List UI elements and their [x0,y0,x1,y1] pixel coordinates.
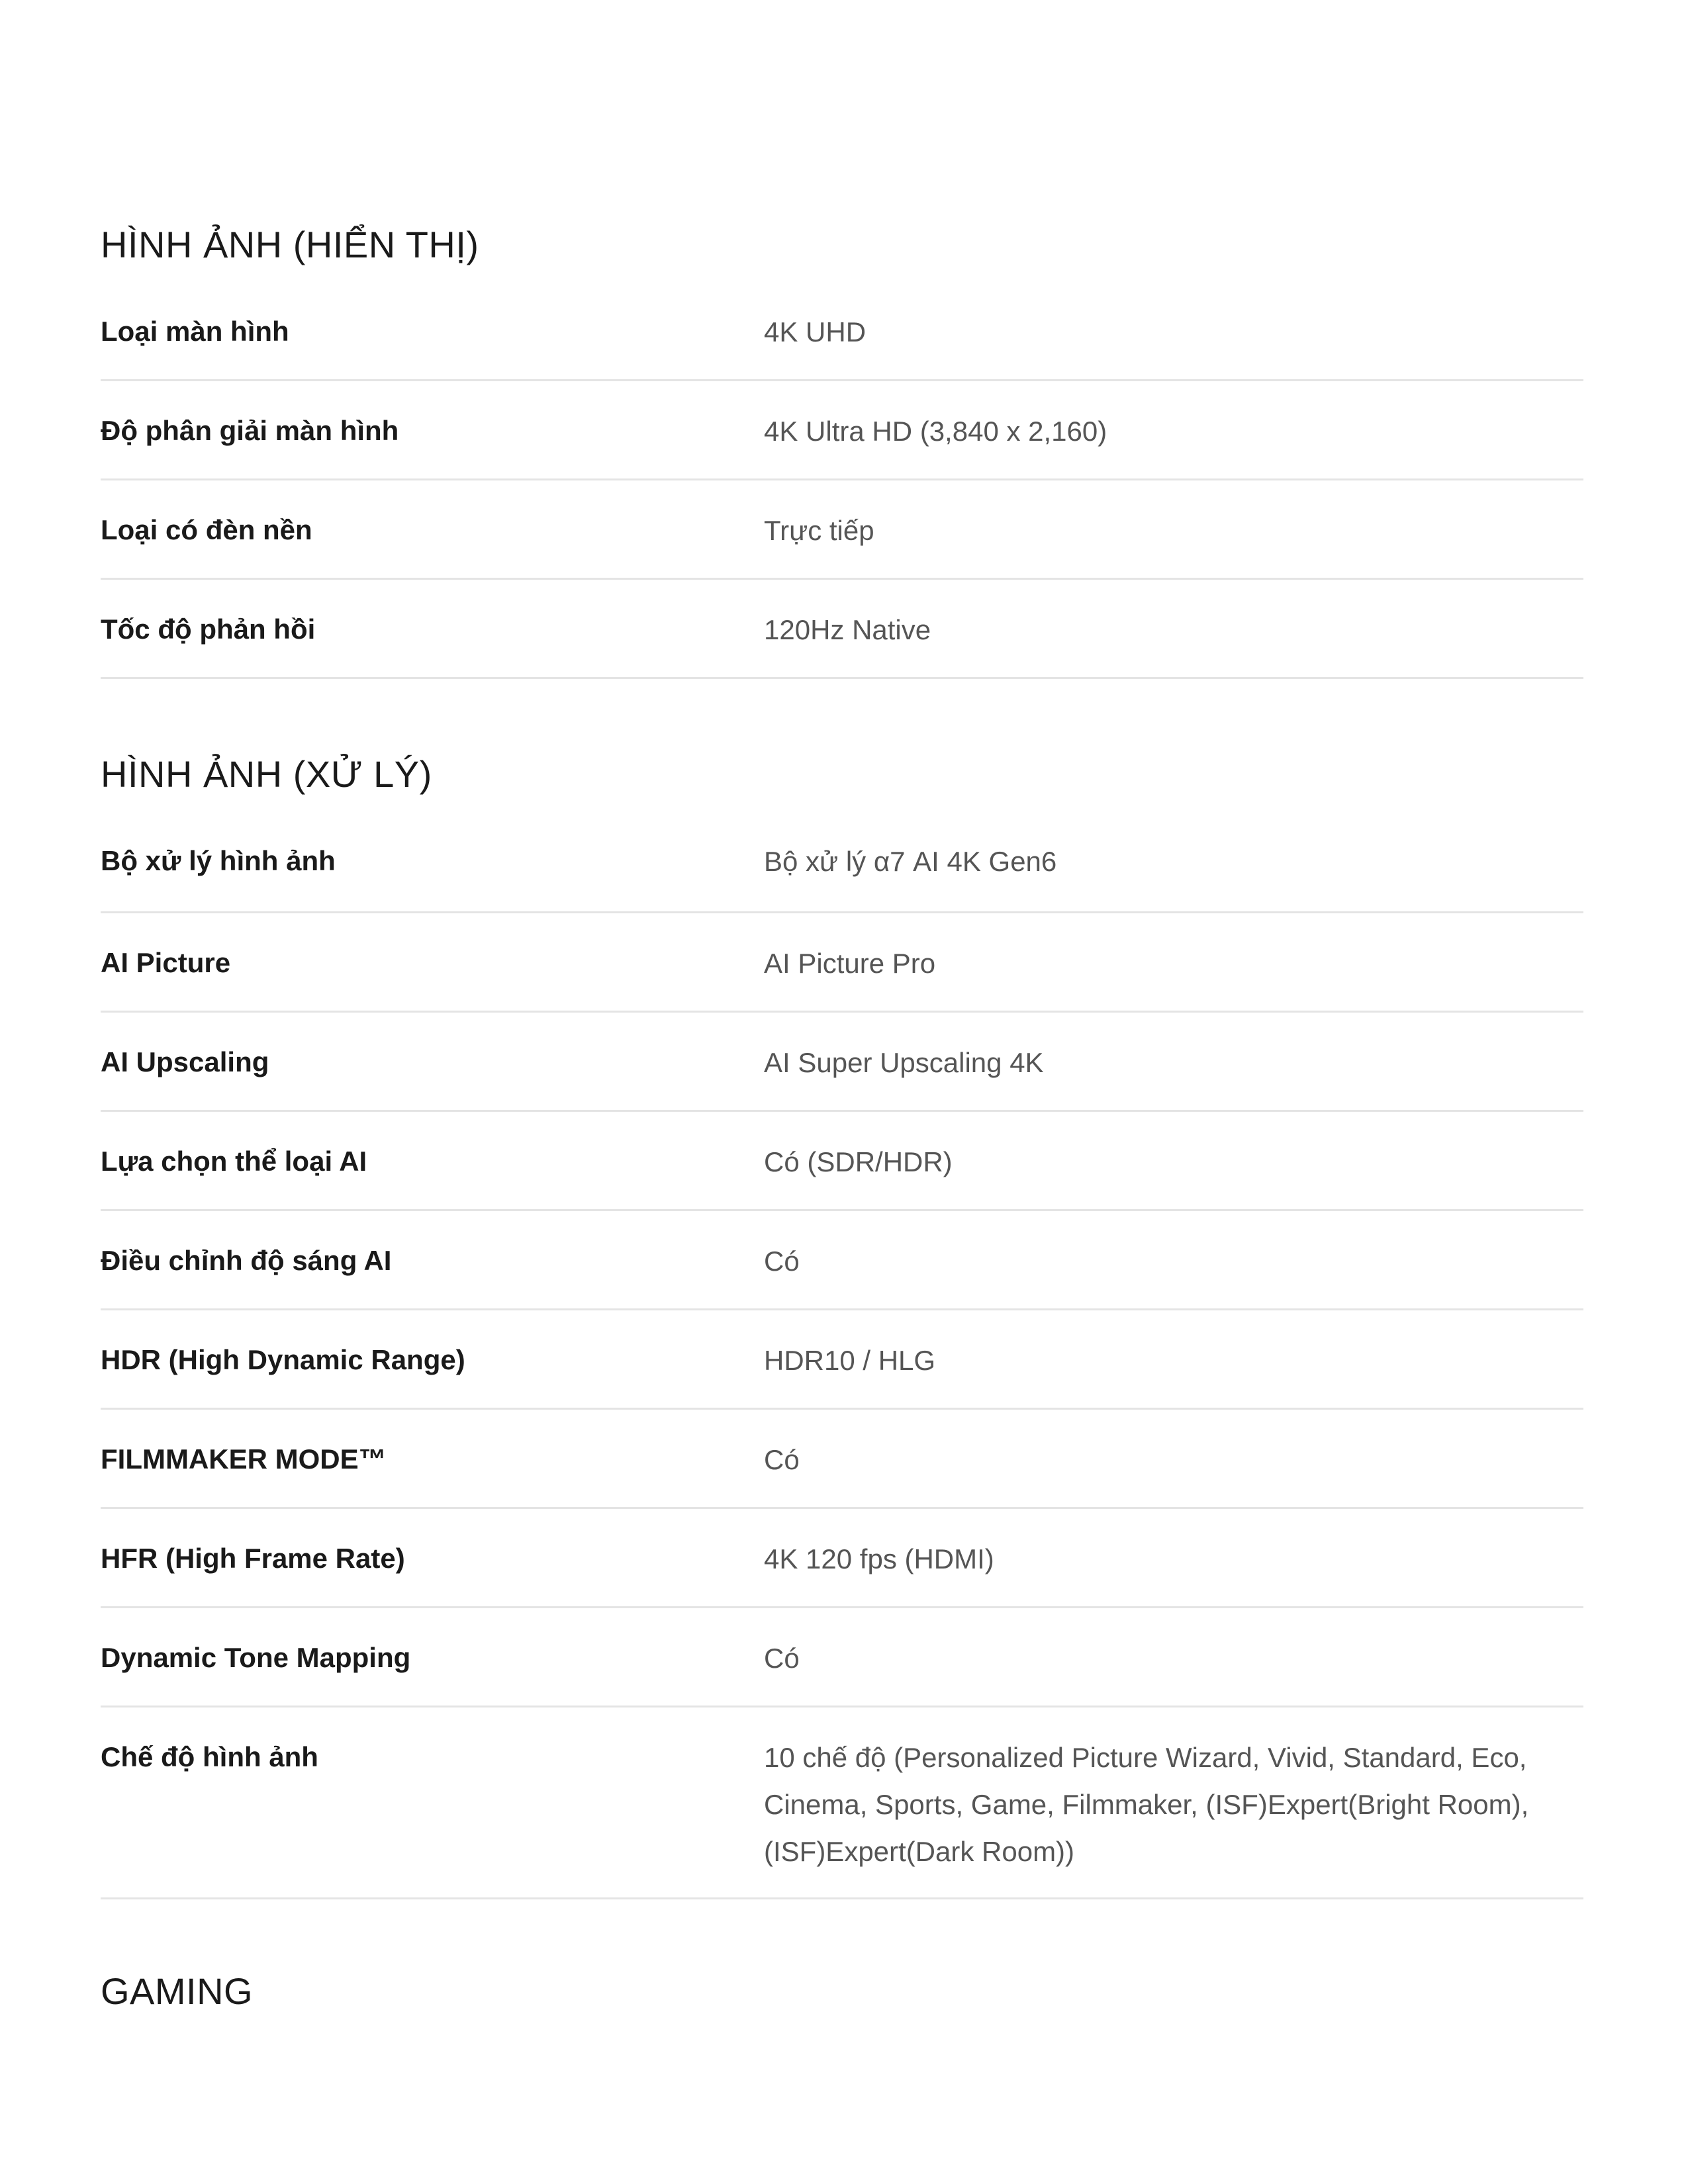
spec-value: 10 chế độ (Personalized Picture Wizard, Vivid, Standard, Eco, Cinema, Sports, Game, Filmmaker, (ISF)Expert(Bright Room), (ISF)Expert(Dark Room)) [764,1742,1529,1867]
spec-label: Độ phân giải màn hình [101,415,399,446]
spec-label: HDR (High Dynamic Range) [101,1344,465,1375]
spec-value: 4K UHD [764,316,867,347]
spec-value: AI Super Upscaling 4K [764,1047,1044,1078]
spec-value: 4K Ultra HD (3,840 x 2,160) [764,416,1107,447]
spec-row [101,480,1583,580]
spec-value: Trực tiếp [764,515,874,546]
spec-row [101,913,1583,1013]
spec-value: 4K 120 fps (HDMI) [764,1543,994,1574]
spec-value: Có [764,1643,800,1674]
spec-row [101,1707,1583,1899]
spec-label: Dynamic Tone Mapping [101,1642,411,1673]
spec-value: Có (SDR/HDR) [764,1146,953,1177]
spec-table-display [101,300,1583,679]
spec-label: Loại màn hình [101,316,289,347]
spec-label: FILMMAKER MODE™ [101,1443,387,1475]
spec-table-processing [101,830,1583,1899]
spec-value: HDR10 / HLG [764,1345,936,1376]
spec-label: Tốc độ phản hồi [101,614,316,645]
spec-row [101,1310,1583,1410]
spec-label: Lựa chọn thể loại AI [101,1146,367,1177]
section-title-display: HÌNH ẢNH (HIỂN THỊ) [101,224,479,265]
spec-label: Chế độ hình ảnh [101,1741,318,1772]
spec-row [101,1211,1583,1310]
spec-row [101,1112,1583,1211]
spec-row [101,1410,1583,1509]
section-title-processing: HÌNH ẢNH (XỬ LÝ) [101,753,432,795]
spec-row [101,1608,1583,1707]
spec-value: Có [764,1444,800,1475]
spec-row [101,381,1583,480]
spec-row [101,830,1583,913]
spec-row [101,1509,1583,1608]
spec-value: Có [764,1246,800,1277]
spec-row [101,1013,1583,1112]
spec-value: AI Picture Pro [764,948,936,979]
spec-label: AI Picture [101,947,231,978]
spec-value: 120Hz Native [764,614,931,645]
spec-label: Điều chỉnh độ sáng AI [101,1245,392,1276]
spec-value: Bộ xử lý α7 AI 4K Gen6 [764,846,1057,877]
section-title-gaming: GAMING [101,1970,254,2012]
spec-label: AI Upscaling [101,1046,269,1077]
spec-label: HFR (High Frame Rate) [101,1543,405,1574]
spec-row [101,580,1583,679]
spec-label: Bộ xử lý hình ảnh [101,845,336,876]
spec-row [101,300,1583,381]
spec-label: Loại có đèn nền [101,514,312,545]
